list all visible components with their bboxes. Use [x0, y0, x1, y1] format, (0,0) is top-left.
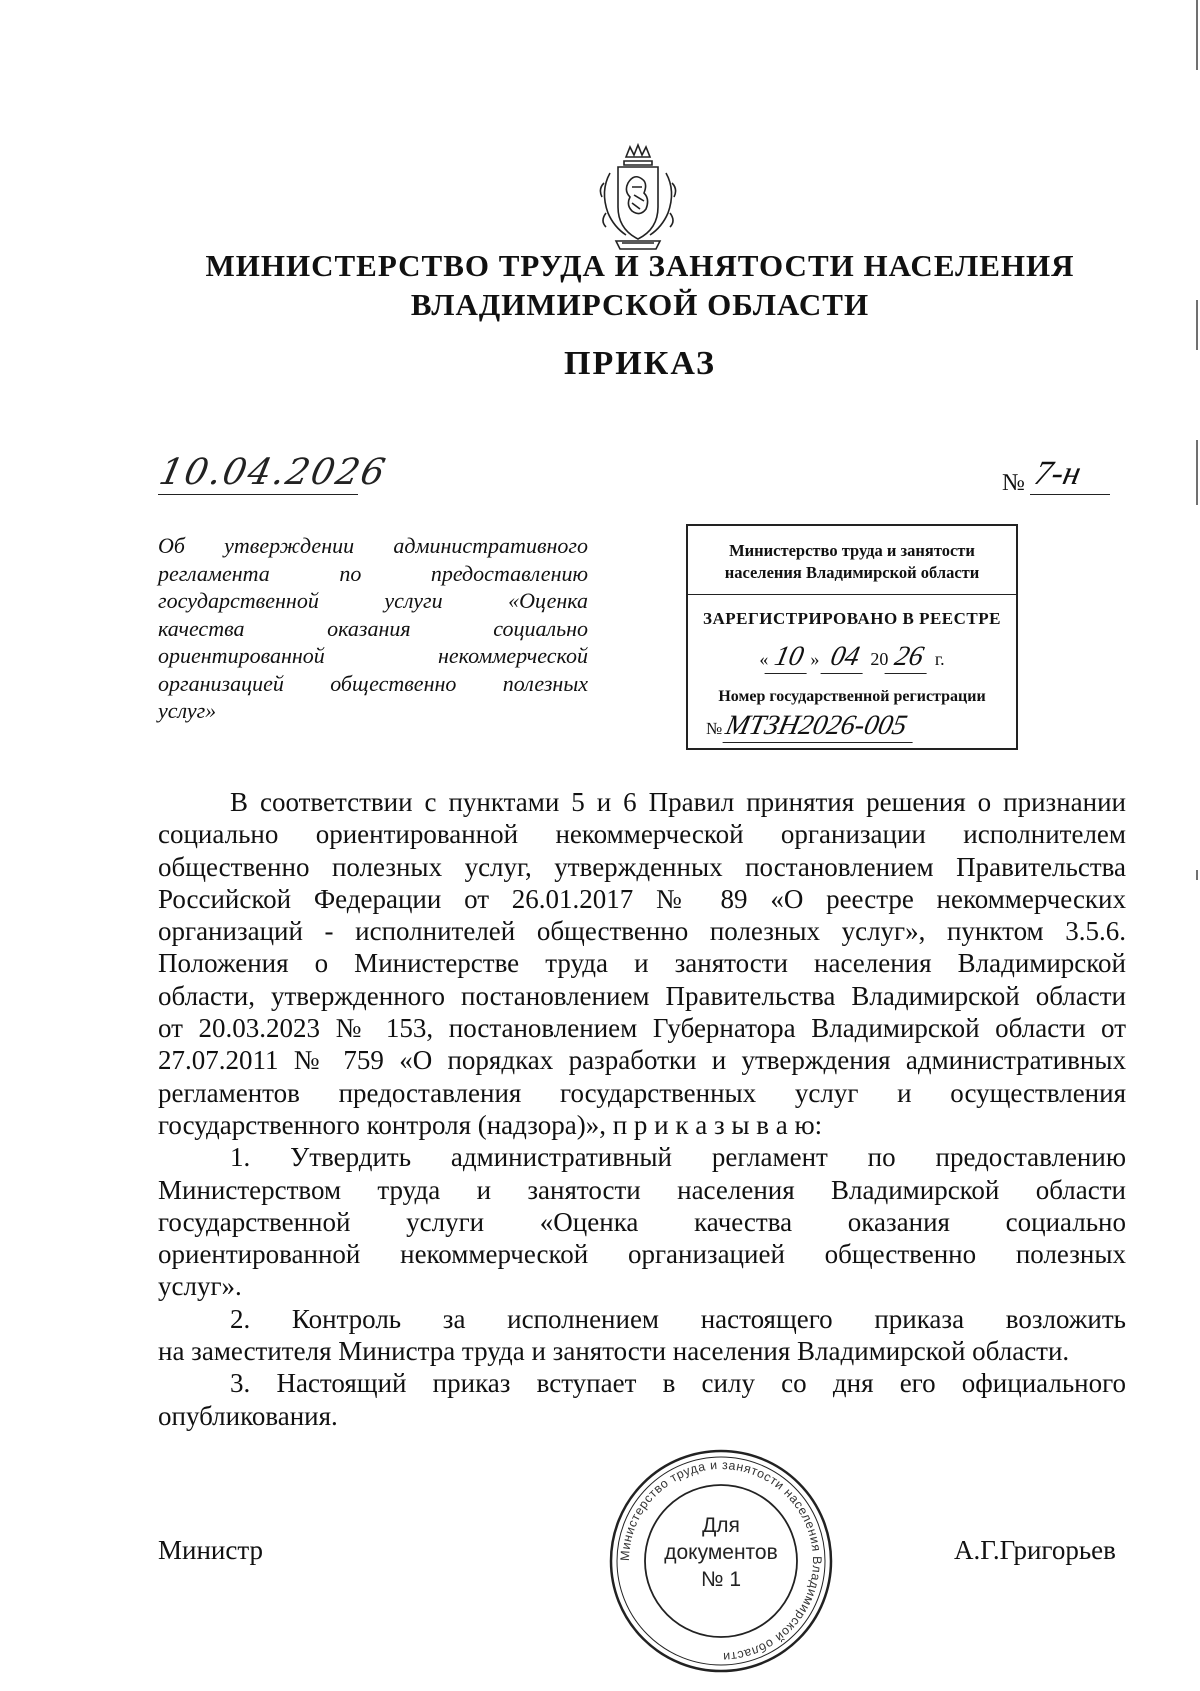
- body-line: государственной услуги «Оценка качества оказания социально: [158, 1206, 1126, 1237]
- stamp-org-line-2: населения Владимирской области: [724, 563, 980, 582]
- seal-ring-text: Министерство труда и занятости населения Владимирской области: [617, 1457, 825, 1665]
- scan-edge-marks: [1188, 0, 1200, 1691]
- order-number-sign: №: [1002, 470, 1025, 496]
- body-line: Министерством труда и занятости населения Владимирской области: [158, 1174, 1126, 1205]
- body-line: на заместителя Министра труда и занятости населения Владимирской области.: [158, 1336, 1070, 1367]
- body-line: опубликования.: [158, 1400, 338, 1431]
- body-line: организаций - исполнителей общественно полезных услуг», пунктом 3.5.6.: [158, 916, 1126, 947]
- body-line: социально ориентированной некоммерческой организации исполнителем: [158, 819, 1126, 850]
- subject-line: регламента по предоставлению: [158, 560, 588, 586]
- body-line: Российской Федерации от 26.01.2017 № 89 «О реестре некоммерческих: [158, 883, 1126, 914]
- body-line: регламентов предоставления государственных услуг и осуществления: [158, 1077, 1126, 1108]
- stamp-registration-number-label: Номер государственной регистрации: [718, 688, 986, 705]
- stamp-year-prefix: 20: [870, 649, 889, 669]
- subject-line: Об утверждении административного: [158, 533, 588, 558]
- signer-name: А.Г.Григорьев: [954, 1535, 1116, 1565]
- subject-line: государственной услуги «Оценка: [158, 588, 588, 613]
- subject-line: ориентированной некоммерческой: [158, 643, 588, 668]
- ministry-line-1: МИНИСТЕРСТВО ТРУДА И ЗАНЯТОСТИ НАСЕЛЕНИЯ: [205, 248, 1075, 283]
- stamp-year-suffix: 26: [885, 641, 934, 674]
- body-line: Положения о Министерстве труда и занятости населения Владимирской: [158, 948, 1126, 979]
- signer-title: Министр: [158, 1535, 263, 1565]
- body-line: 2. Контроль за исполнением настоящего приказа возложить: [230, 1303, 1126, 1334]
- ministry-heading: [150, 246, 1130, 324]
- order-body: [158, 786, 1126, 1432]
- document-type-title: ПРИКАЗ: [564, 345, 716, 382]
- stamp-number-sign: №: [706, 719, 723, 738]
- subject-line: качества оказания социально: [158, 615, 588, 641]
- stamp-registered-label: ЗАРЕГИСТРИРОВАНО В РЕЕСТРЕ: [703, 609, 1001, 628]
- ministry-line-2: ВЛАДИМИРСКОЙ ОБЛАСТИ: [410, 287, 870, 322]
- seal-line-1: Для: [702, 1514, 740, 1537]
- order-subject: [158, 532, 588, 725]
- stamp-year-unit: г.: [934, 649, 945, 669]
- order-number-handwritten: 7-н: [1031, 455, 1085, 492]
- body-line: 3. Настоящий приказ вступает в силу со дня его официального: [230, 1368, 1126, 1399]
- stamp-divider: [688, 594, 1016, 595]
- subject-line: организацией общественно полезных: [158, 670, 588, 696]
- number-underline: [1030, 494, 1110, 495]
- body-line: 1. Утвердить административный регламент по предоставлению: [230, 1142, 1126, 1173]
- stamp-number-value: МТЗН2026-005: [723, 710, 920, 743]
- order-date-handwritten: 10.04.2026: [155, 452, 391, 493]
- stamp-day: 10: [765, 641, 814, 674]
- stamp-month: 04: [820, 641, 869, 674]
- body-line: государственного контроля (надзора)», п р и к а з ы в а ю:: [158, 1109, 823, 1140]
- registration-stamp: [686, 524, 1018, 750]
- seal-line-2: документов: [664, 1541, 778, 1564]
- body-line: от 20.03.2023 № 153, постановлением Губернатора Владимирской области от: [158, 1013, 1126, 1044]
- coat-of-arms-icon: [590, 143, 686, 253]
- body-line: области, утвержденного постановлением Правительства Владимирской области: [158, 980, 1126, 1011]
- subject-line: услуг»: [158, 698, 217, 723]
- body-line: общественно полезных услуг, утвержденных постановлением Правительства: [158, 851, 1126, 882]
- body-line: услуг».: [158, 1271, 242, 1302]
- stamp-org-line-1: Министерство труда и занятости: [729, 541, 975, 560]
- body-line: 27.07.2011 № 759 «О порядках разработки и утверждения административных: [158, 1045, 1126, 1076]
- body-line: В соответствии с пунктами 5 и 6 Правил принятия решения о признании: [230, 787, 1126, 817]
- stamp-registration-date: « 10 » 04 20 26 г.: [759, 641, 945, 672]
- stamp-registration-number: [688, 710, 1016, 743]
- date-underline: [158, 494, 358, 495]
- body-line: ориентированной некоммерческой организацией общественно полезных: [158, 1239, 1126, 1270]
- seal-line-3: № 1: [700, 1568, 742, 1591]
- seal-center-text: [606, 1512, 836, 1593]
